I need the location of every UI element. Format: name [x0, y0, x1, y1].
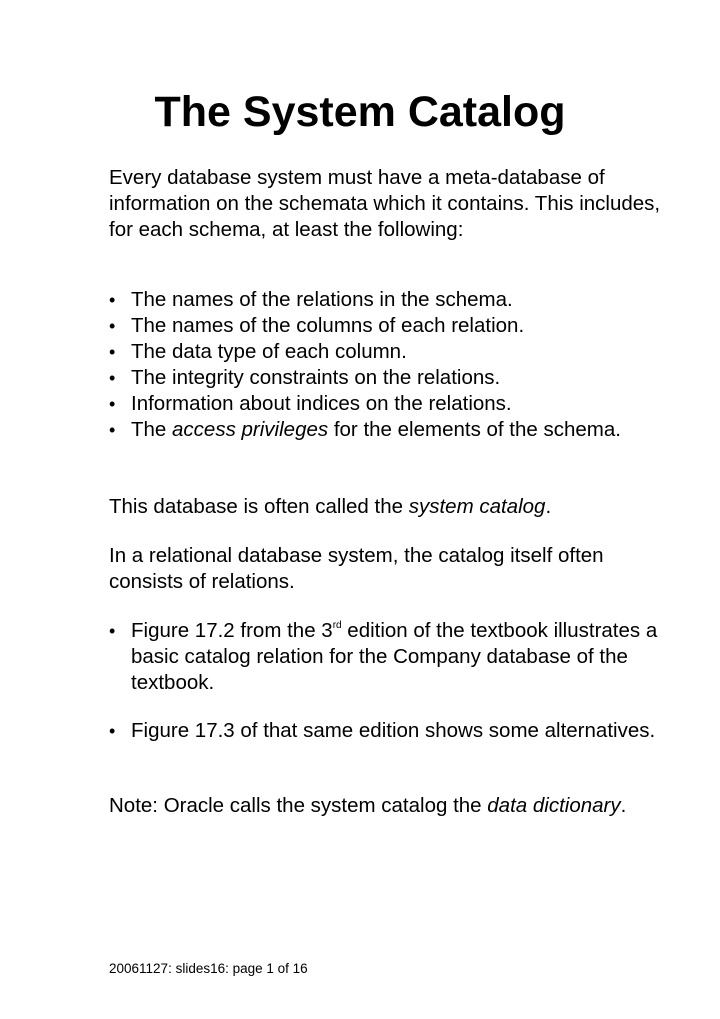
list-item — [109, 365, 669, 391]
intro-paragraph: Every database system must have a meta-database of information on the schemata which it contains. This includes, for each schema, at least the following: — [109, 166, 661, 241]
list-item — [109, 417, 669, 443]
list-item — [109, 339, 669, 365]
page-footer: 20061127: slides16: page 1 of 16 — [109, 961, 308, 976]
emphasis-access-privileges: access privileges — [172, 418, 329, 441]
list-item-text: The names of the columns of each relation. — [131, 314, 525, 337]
bullet-icon — [109, 417, 123, 443]
list-item — [109, 313, 669, 339]
list-item-text: The names of the relations in the schema. — [131, 288, 513, 311]
superscript: rd — [332, 620, 342, 631]
list-item-text: The data type of each column. — [131, 340, 407, 363]
bullet-icon — [109, 365, 123, 391]
list-item — [109, 391, 669, 417]
relational-paragraph: In a relational database system, the catalog itself often consists of relations. — [109, 544, 604, 593]
list-item-text: The access privileges for the elements of the schema. — [131, 418, 621, 441]
list-item — [109, 718, 669, 744]
emphasis-data-dictionary: data dictionary — [487, 794, 621, 817]
bullet-icon — [109, 287, 123, 313]
bullet-icon — [109, 618, 123, 644]
bullet-icon — [109, 391, 123, 417]
page-title: The System Catalog — [154, 88, 566, 136]
list-item — [109, 287, 669, 313]
bullet-icon — [109, 339, 123, 365]
figure-17-2-list — [109, 618, 669, 696]
list-item-text: Information about indices on the relations. — [131, 392, 512, 415]
figure-17-3-list — [109, 718, 669, 744]
list-item-text: Figure 17.2 from the 3rd edition of the textbook illustrates a basic catalog relation for the Company database of the textbook. — [131, 619, 658, 694]
emphasis-system-catalog: system catalog — [408, 495, 546, 518]
system-catalog-paragraph: This database is often called the system catalog. — [109, 495, 552, 518]
list-item-text: Figure 17.3 of that same edition shows some alternatives. — [131, 719, 656, 742]
bullet-icon — [109, 313, 123, 339]
note-paragraph: Note: Oracle calls the system catalog the data dictionary. — [109, 794, 627, 817]
catalog-contents-list — [109, 287, 669, 443]
bullet-icon — [109, 718, 123, 744]
list-item — [109, 618, 669, 696]
list-item-text: The integrity constraints on the relations. — [131, 366, 501, 389]
